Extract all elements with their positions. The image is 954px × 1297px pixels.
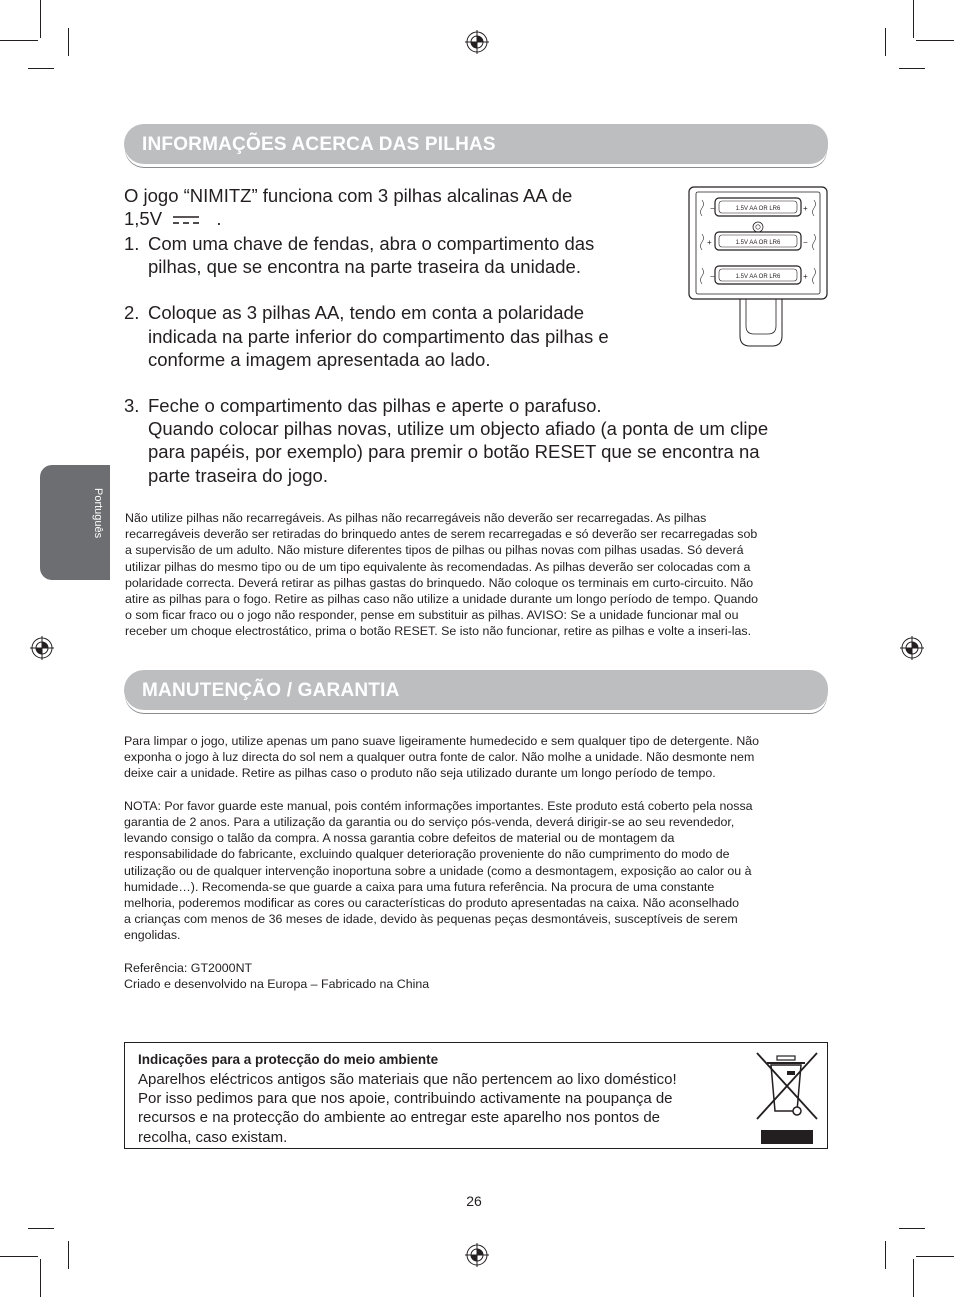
page-number: 26 [466,1193,482,1209]
crop-mark [885,28,886,56]
crop-mark [899,68,925,69]
battery-label: 1.5V AA OR LR6 [735,240,781,246]
step-line: Com uma chave de fendas, abra o compartimento das [148,233,595,254]
notice-line: Por isso pedimos para que nos apoie, contribuindo activamente na poupança de [138,1090,673,1108]
crop-mark [899,1228,925,1229]
warning-line: receber um choque electrostático, prima o botão RESET. Se isto não funcionar, retire as pilhas e volte a inseri-las. [125,624,752,639]
crop-mark [28,68,54,69]
step-number: 1. [124,233,140,254]
paragraph-line: utilização ou de qualquer intervenção inoportuna sobre a unidade (como a desmontagem, exposição ao calor ou à [124,863,752,878]
crop-mark [0,1256,38,1257]
polarity-minus-icon: − [803,238,808,247]
crop-mark [916,1256,954,1257]
polarity-plus-icon: + [707,238,712,247]
paragraph-line: engolidas. [124,928,181,943]
environment-notice-text [138,1070,748,1147]
warning-line: o som ficar fraco ou o jogo não responder, pense em substituir as pilhas. AVISO: Se a unidade funcionar mal ou [125,608,739,623]
paragraph-line: NOTA: Por favor guarde este manual, pois contém informações importantes. Este produto está coberto pela nossa [124,798,753,813]
step-line: para papéis, por exemplo) para premir o botão RESET que se encontra na [148,441,760,463]
crop-mark [40,1259,41,1297]
crop-mark [28,1228,54,1229]
crop-mark [913,0,914,38]
step-line: pilhas, que se encontra na parte traseira da unidade. [148,256,581,278]
step-line: Feche o compartimento das pilhas e aperte o parafuso. [148,395,602,417]
polarity-minus-icon: − [710,204,715,213]
warranty-paragraph [124,798,829,944]
paragraph-line: humidade…). Recomenda-se que guarde a caixa para uma futura referência. Na procura de uma constante [124,879,715,894]
crop-mark [40,0,41,38]
battery-warning [125,510,830,640]
environment-notice-title: Indicações para a protecção do meio ambiente [138,1052,439,1067]
battery-section-title: INFORMAÇÕES ACERCA DAS PILHAS [142,134,496,155]
direct-current-symbol-icon [169,214,203,226]
battery-compartment-illustration [688,186,828,350]
maintenance-section-header [124,670,828,710]
polarity-plus-icon: + [803,204,808,213]
step-number: 2. [124,302,140,324]
paragraph-line: garantia de 2 anos. Para a utilização da garantia ou do serviço pós-venda, deverá dirigir-se ao seu revendedor, [124,815,735,829]
paragraph-line: Referência: GT2000NT [124,960,253,975]
warning-line: Não utilize pilhas não recarregáveis. As pilhas não recarregáveis não deverão ser recarregadas. As pilhas [125,511,707,525]
notice-line: recursos e na protecção do ambiente ao entregar este aparelho nos pontos de [138,1109,661,1127]
paragraph-line: a crianças com menos de 36 meses de idade, devido às pequenas peças desmontáveis, susceptíveis de serem [124,912,738,927]
step-item [124,394,824,487]
polarity-plus-icon: + [803,272,808,281]
registration-mark-icon [30,636,54,660]
crop-mark [913,1259,914,1297]
warning-line: recarregáveis deverão ser retiradas do brinquedo antes de serem recarregadas e só deverão ser recarregadas sob [125,527,758,542]
crop-mark [68,1241,69,1269]
intro-line: O jogo “NIMITZ” funciona com 3 pilhas alcalinas AA de [124,185,573,206]
paragraph-line: deixe cair a unidade. Retire as pilhas caso o produto não seja utilizado durante um longo período de tempo. [124,766,716,781]
notice-line: Aparelhos eléctricos antigos são materiais que não pertencem ao lixo doméstico! [138,1071,677,1088]
maintenance-section-title: MANUTENÇÃO / GARANTIA [142,680,400,701]
paragraph-line: Criado e desenvolvido na Europa – Fabricado na China [124,977,430,992]
language-tab-label: Português [92,488,104,539]
crop-mark [68,28,69,56]
step-line: Coloque as 3 pilhas AA, tendo em conta a polaridade [148,302,585,324]
warning-line: polaridade correcta. Deverá retirar as pilhas gastas do brinquedo. Não coloque os terminais em curto-circuito. Não [125,575,754,590]
maintenance-text [124,733,829,992]
step-line: parte traseira do jogo. [148,464,328,486]
cleaning-paragraph [124,733,829,782]
battery-section-header [124,124,828,164]
warning-line: utilizar pilhas do mesmo tipo ou de um tipo equivalente às recomendadas. As pilhas deverão ser colocadas com a [125,559,751,574]
paragraph-line: exponha o jogo à luz directa do sol nem a qualquer outra fonte de calor. Não molhe a unidade. Não desmonte nem [124,750,755,765]
step-number: 3. [124,395,140,417]
warning-line: atire as pilhas para o fogo. Retire as pilhas caso não utilize a unidade durante um longo período de tempo. Quando [125,592,759,607]
crop-mark [0,40,38,41]
step-line: conforme a imagem apresentada ao lado. [148,348,491,370]
crop-mark [916,40,954,41]
environment-notice-box [124,1042,828,1149]
registration-mark-icon [465,1243,489,1267]
intro-line [124,207,684,230]
intro-line-end: . [216,208,222,230]
registration-mark-icon [465,30,489,54]
voltage-label: 1,5V [124,208,163,230]
paragraph-line: levando consigo o talão da compra. A nossa garantia cobre defeitos de material ou de montagem da [124,831,675,846]
polarity-minus-icon: − [710,272,715,281]
reference-paragraph [124,960,829,992]
warning-line: a supervisão de um adulto. Não misture diferentes tipos de pilhas ou pilhas novas com pilhas usadas. Só deverá [125,543,744,558]
paragraph-line: responsabilidade do fabricante, excluindo qualquer deterioração proveniente do não cumprimento do modo de [124,847,730,862]
crossed-out-wheelie-bin-icon [753,1049,825,1145]
step-line: Quando colocar pilhas novas, utilize um objecto afiado (a ponta de um clipe [148,418,769,440]
notice-line: recolha, caso existam. [138,1128,288,1146]
battery-instructions [124,184,684,230]
step-line: indicada na parte inferior do compartimento das pilhas e [148,325,609,347]
paragraph-line: melhoria, poderemos modificar as cores ou características do produto apresentadas na caixa. Não aconselhado [124,896,740,911]
battery-label: 1.5V AA OR LR6 [735,206,781,212]
paragraph-line: Para limpar o jogo, utilize apenas um pano suave ligeiramente humedecido e sem qualquer tipo de detergente. Não [124,734,760,748]
registration-mark-icon [900,636,924,660]
crop-mark [885,1241,886,1269]
battery-label: 1.5V AA OR LR6 [735,274,781,280]
